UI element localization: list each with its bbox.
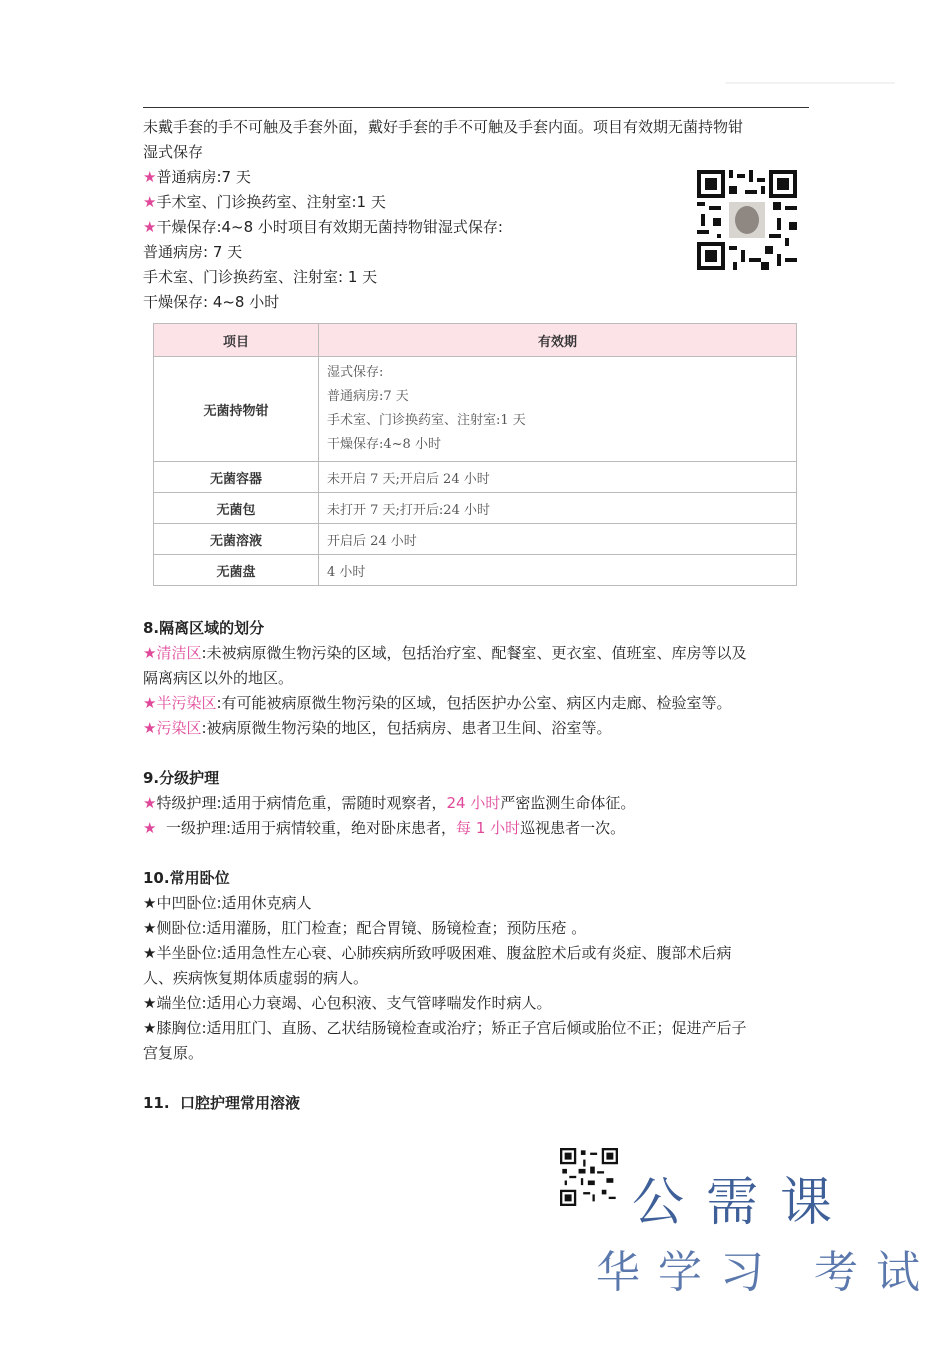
document-body	[143, 115, 813, 1116]
table-row	[154, 493, 797, 524]
intro-plain-item: 干燥保存: 4~8 小时	[143, 293, 280, 311]
position-item: ★端坐位:适用心力衰竭、心包积液、支气管哮喘发作时病人。	[143, 994, 552, 1012]
section-11-heading: 11. 口腔护理常用溶液	[143, 1094, 301, 1112]
header-faint-bar	[725, 82, 895, 84]
section-9-heading: 9.分级护理	[143, 769, 220, 787]
table-cell-item: 无菌容器	[154, 462, 319, 493]
table-row	[154, 555, 797, 586]
clean-zone-item: ★清洁区:未被病原微生物污染的区域，包括治疗室、配餐室、更衣室、值班室、库房等以及	[143, 644, 747, 662]
table-cell-validity: 4 小时	[319, 555, 797, 586]
table-row	[154, 462, 797, 493]
dirty-zone-item: ★污染区:被病原微生物污染的地区，包括病房、患者卫生间、浴室等。	[143, 719, 612, 737]
star-icon: ★	[143, 1019, 157, 1037]
star-icon: ★	[143, 919, 157, 937]
intro-plain-item: 普通病房: 7 天	[143, 243, 243, 261]
table-header-item: 项目	[154, 324, 319, 357]
intro-star-item: ★手术室、门诊换药室、注射室:1 天	[143, 193, 386, 211]
intro-plain-item: 手术室、门诊换药室、注射室: 1 天	[143, 268, 378, 286]
star-icon: ★	[143, 994, 157, 1012]
sterile-validity-table	[153, 323, 797, 586]
intro-star-item: ★普通病房:7 天	[143, 168, 251, 186]
section-10-heading: 10.常用卧位	[143, 869, 230, 887]
table-row	[154, 524, 797, 555]
table-cell-item: 无菌包	[154, 493, 319, 524]
star-icon: ★	[143, 644, 157, 662]
table-cell-validity: 未打开 7 天;打开后:24 小时	[319, 493, 797, 524]
header-divider	[143, 107, 809, 108]
position-item-cont: 宫复原。	[143, 1044, 204, 1062]
first-level-care-item: ★ 一级护理:适用于病情较重，绝对卧床患者，每 1 小时巡视患者一次。	[143, 819, 626, 837]
star-icon: ★	[143, 894, 157, 912]
special-care-item: ★特级护理:适用于病情危重，需随时观察者，24 小时严密监测生命体征。	[143, 794, 636, 812]
table-header-validity: 有效期	[319, 324, 797, 357]
table-cell-item: 无菌盘	[154, 555, 319, 586]
section-8-heading: 8.隔离区域的划分	[143, 619, 265, 637]
intro-line-1: 未戴手套的手不可触及手套外面，戴好手套的手不可触及手套内面。项目有效期无菌持物钳	[143, 118, 744, 136]
watermark-text-2: 华学习 考试	[596, 1247, 938, 1298]
star-icon: ★	[143, 819, 157, 837]
star-icon: ★	[143, 944, 157, 962]
position-item: ★膝胸位:适用肛门、直肠、乙状结肠镜检查或治疗；矫正子宫后倾或胎位不正；促进产后子	[143, 1019, 747, 1037]
star-icon: ★	[143, 218, 157, 236]
position-item: ★侧卧位:适用灌肠，肛门检查；配合胃镜、肠镜检查；预防压疮 。	[143, 919, 587, 937]
position-item: ★半坐卧位:适用急性左心衰、心肺疾病所致呼吸困难、腹盆腔术后或有炎症、腹部术后病	[143, 944, 732, 962]
position-item-cont: 人、疾病恢复期体质虚弱的病人。	[143, 969, 369, 987]
table-header-row	[154, 324, 797, 357]
intro-star-item: ★干燥保存:4~8 小时项目有效期无菌持物钳湿式保存:	[143, 218, 503, 236]
star-icon: ★	[143, 794, 157, 812]
table-cell-validity: 未开启 7 天;开启后 24 小时	[319, 462, 797, 493]
table-cell-item: 无菌持物钳	[154, 357, 319, 462]
table-cell-validity: 开启后 24 小时	[319, 524, 797, 555]
star-icon: ★	[143, 193, 157, 211]
table-cell-item: 无菌溶液	[154, 524, 319, 555]
star-icon: ★	[143, 168, 157, 186]
watermark-text: 公需课	[632, 1173, 855, 1233]
position-item: ★中凹卧位:适用休克病人	[143, 894, 312, 912]
table-cell-validity: 湿式保存: 普通病房:7 天 手术室、门诊换药室、注射室:1 天 干燥保存:4~8 小时	[319, 357, 797, 462]
watermark-qr-icon	[560, 1148, 618, 1206]
table-row	[154, 357, 797, 462]
semi-zone-item: ★半污染区:有可能被病原微生物污染的区域，包括医护办公室、病区内走廊、检验室等。	[143, 694, 732, 712]
star-icon: ★	[143, 719, 157, 737]
clean-zone-item-cont: 隔离病区以外的地区。	[143, 669, 294, 687]
intro-line-2: 湿式保存	[143, 143, 204, 161]
star-icon: ★	[143, 694, 157, 712]
